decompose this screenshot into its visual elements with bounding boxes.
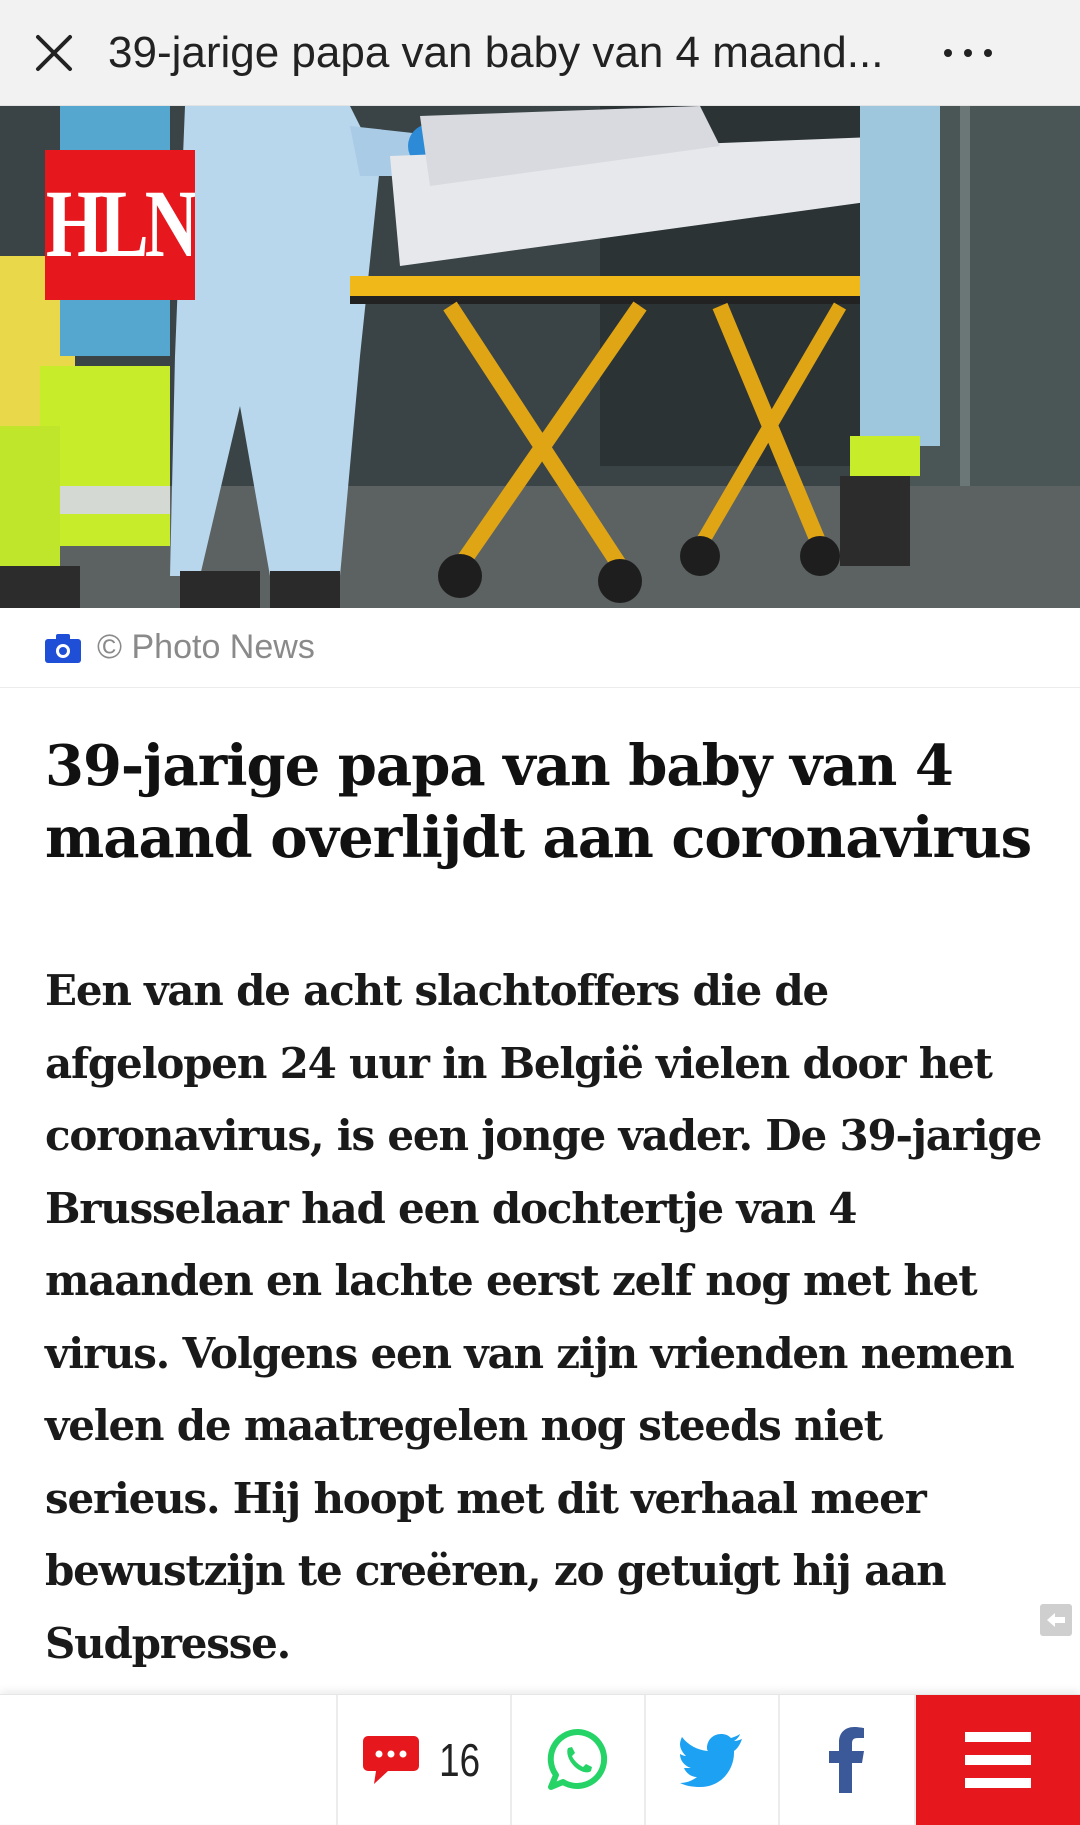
comment-count: 16 xyxy=(439,1734,481,1786)
share-bar-spacer xyxy=(0,1695,338,1825)
hln-logo xyxy=(45,150,195,300)
article-intro: Een van de acht slachtoffers die de afgelopen 24 uur in België vielen door het coronavirus, is een jonge vader. De 39-jarige Brusselaar had een dochtertje van 4 maanden en lachte eerst zelf nog met het virus. Volgens een van zijn vrienden nemen velen de maatregelen nog steeds niet serieus. Hij hoopt met dit verhaal meer bewustzijn te creëren, zo getuigt hij aan Sudpresse. xyxy=(45,966,1042,1668)
article-hero-image xyxy=(0,106,1080,608)
comments-button[interactable] xyxy=(338,1695,512,1825)
arrow-left-icon xyxy=(1045,1611,1067,1629)
close-button[interactable] xyxy=(0,0,108,106)
twitter-icon xyxy=(680,1733,744,1787)
photo-credit xyxy=(0,608,1080,688)
hamburger-menu-icon xyxy=(965,1732,1031,1788)
hln-logo-text: HLN xyxy=(45,171,195,278)
more-options-button[interactable] xyxy=(908,0,1028,106)
article-headline: 39-jarige papa van baby van 4 maand overlijdt aan coronavirus xyxy=(45,733,1032,871)
main-menu-button[interactable] xyxy=(916,1695,1080,1825)
share-twitter-button[interactable] xyxy=(646,1695,780,1825)
close-icon xyxy=(32,31,76,75)
camera-icon xyxy=(45,633,81,663)
whatsapp-icon xyxy=(546,1728,610,1792)
share-facebook-button[interactable] xyxy=(780,1695,916,1825)
comment-icon xyxy=(362,1734,420,1786)
page-title: 39-jarige papa van baby van 4 maand... xyxy=(108,27,884,77)
back-arrow-button[interactable] xyxy=(1040,1604,1072,1636)
more-horizontal-icon xyxy=(940,43,996,63)
facebook-icon xyxy=(829,1727,865,1793)
top-app-bar xyxy=(0,0,1080,106)
share-bar xyxy=(0,1694,1080,1824)
share-whatsapp-button[interactable] xyxy=(512,1695,646,1825)
photo-credit-text: © Photo News xyxy=(97,628,315,666)
